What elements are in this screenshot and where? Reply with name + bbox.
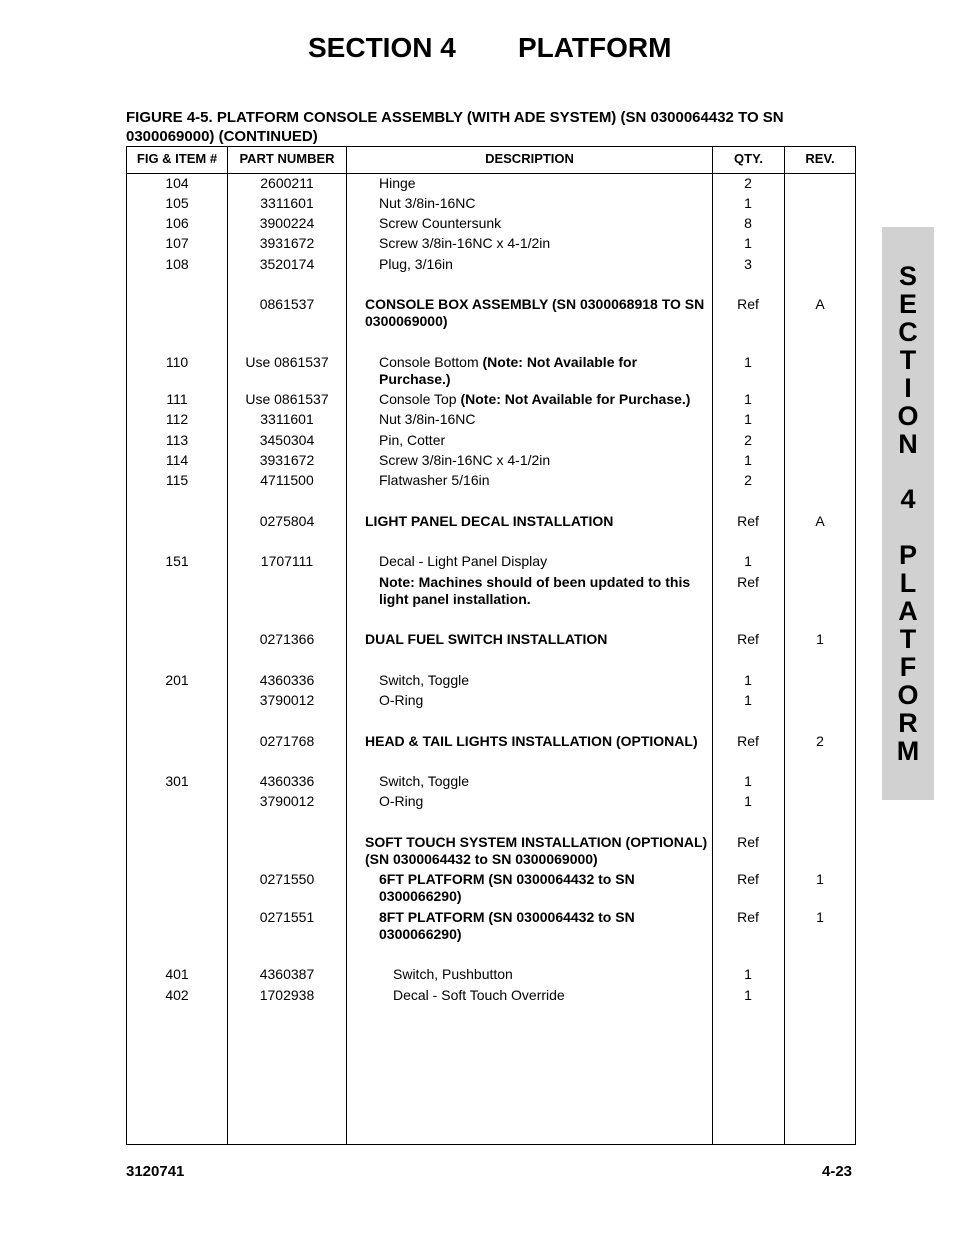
description (379, 256, 709, 273)
quantity: 1 (744, 411, 752, 427)
item-number: 115 (165, 472, 189, 488)
column-divider (346, 147, 347, 1144)
quantity: 1 (744, 987, 752, 1003)
item-number: 104 (165, 175, 189, 191)
quantity: Ref (737, 909, 759, 925)
description (379, 411, 709, 428)
description (379, 692, 709, 709)
side-tab-letter: O (897, 680, 919, 710)
description-bold-text: Note: Machines should of been updated to this light panel installation. (379, 574, 691, 607)
part-number: 4711500 (260, 472, 314, 488)
quantity: 1 (744, 553, 752, 569)
side-tab-letter: 4 (900, 484, 916, 514)
description (379, 909, 709, 943)
description-text: Switch, Toggle (379, 773, 470, 789)
part-number: Use 0861537 (245, 354, 329, 370)
header-divider (127, 173, 855, 174)
part-number: 1707111 (260, 553, 314, 569)
description (365, 834, 710, 868)
description-text: Decal - Soft Touch Override (393, 987, 565, 1003)
description-bold-text: HEAD & TAIL LIGHTS INSTALLATION (OPTIONAL) (365, 733, 698, 749)
description-bold-text: 8FT PLATFORM (SN 0300064432 to SN 0300066290) (379, 909, 635, 942)
part-number: 3790012 (259, 793, 315, 809)
revision: 1 (816, 871, 824, 887)
revision: A (815, 296, 825, 312)
quantity: 1 (744, 793, 752, 809)
description (379, 793, 709, 810)
item-number: 113 (165, 432, 189, 448)
quantity: 2 (744, 432, 752, 448)
section-side-tab (882, 227, 934, 800)
side-tab-letter: E (898, 289, 917, 319)
quantity: 1 (744, 235, 752, 251)
part-number: 1702938 (259, 987, 315, 1003)
header-description: DESCRIPTION (485, 151, 574, 166)
item-number: 105 (165, 195, 189, 211)
description-text: Screw 3/8in-16NC x 4-1/2in (379, 235, 551, 251)
description-bold-text: (Note: Not Available for Purchase.) (379, 354, 638, 387)
description (379, 773, 709, 790)
description-text: Nut 3/8in-16NC (379, 411, 476, 427)
quantity: 1 (744, 354, 752, 370)
part-number: 3931672 (259, 452, 315, 468)
description (379, 391, 709, 408)
description-bold-text: DUAL FUEL SWITCH INSTALLATION (365, 631, 608, 647)
description (365, 733, 710, 750)
side-tab-letter: P (898, 540, 917, 570)
item-number: 114 (165, 452, 189, 468)
description-bold-text: SOFT TOUCH SYSTEM INSTALLATION (OPTIONAL) (SN 0300064432 to SN 0300069000) (365, 834, 708, 867)
side-tab-letter: L (899, 568, 917, 598)
item-number: 151 (165, 553, 189, 569)
section-number: SECTION 4 (308, 32, 456, 63)
description (379, 871, 709, 905)
item-number: 106 (165, 215, 189, 231)
document-number: 3120741 (126, 1163, 185, 1180)
description (379, 195, 709, 212)
part-number: 3520174 (259, 256, 315, 272)
part-number: 4360387 (259, 966, 315, 982)
description-text: Switch, Pushbutton (393, 966, 513, 982)
description-text: Screw 3/8in-16NC x 4-1/2in (379, 452, 551, 468)
part-number: 3311601 (260, 195, 314, 211)
figure-title-line-1: FIGURE 4-5. PLATFORM CONSOLE ASSEMBLY (WITH ADE SYSTEM) (SN 0300064432 TO SN (126, 109, 784, 126)
part-number: 0271550 (259, 871, 315, 887)
quantity: 3 (744, 256, 752, 272)
description (379, 574, 709, 608)
side-tab-letter: T (899, 624, 917, 654)
side-tab-letter: I (904, 373, 912, 403)
description-text: O-Ring (379, 793, 424, 809)
part-number: 3450304 (259, 432, 315, 448)
item-number: 112 (165, 411, 189, 427)
quantity: 2 (744, 472, 752, 488)
description-text: Flatwasher 5/16in (379, 472, 490, 488)
item-number: 110 (165, 354, 189, 370)
quantity: 1 (744, 195, 752, 211)
description (365, 631, 710, 648)
part-number: 3311601 (260, 411, 314, 427)
description-text: Pin, Cotter (379, 432, 446, 448)
side-tab-letter: R (898, 708, 918, 738)
description-bold-text: CONSOLE BOX ASSEMBLY (SN 0300068918 TO SN 0300069000) (365, 296, 705, 329)
figure-title (126, 108, 856, 146)
part-number: Use 0861537 (245, 391, 329, 407)
quantity: Ref (737, 631, 759, 647)
description-text: Console Bottom (379, 354, 483, 370)
quantity: 1 (744, 452, 752, 468)
description-text: Plug, 3/16in (379, 256, 453, 272)
part-number: 0861537 (259, 296, 315, 312)
item-number: 111 (166, 391, 188, 407)
quantity: Ref (737, 296, 759, 312)
item-number: 301 (165, 773, 189, 789)
quantity: 8 (744, 215, 752, 231)
description (365, 296, 710, 330)
quantity: 2 (744, 175, 752, 191)
item-number: 401 (165, 966, 189, 982)
side-tab-letter: M (896, 736, 920, 766)
section-title (0, 32, 954, 72)
page-number: 4-23 (822, 1163, 853, 1180)
section-name: PLATFORM (518, 32, 672, 63)
part-number: 0275804 (259, 513, 315, 529)
quantity: 1 (744, 692, 752, 708)
part-number: 0271366 (259, 631, 315, 647)
part-number: 4360336 (259, 773, 315, 789)
description-text: Console Top (379, 391, 461, 407)
quantity: 1 (744, 966, 752, 982)
description (365, 513, 710, 530)
side-tab-letter: O (897, 401, 919, 431)
part-number: 3900224 (259, 215, 315, 231)
side-tab-letter: C (898, 317, 918, 347)
side-tab-letter: T (899, 345, 917, 375)
side-tab-letter: A (898, 596, 918, 626)
quantity: Ref (737, 574, 759, 590)
revision: 1 (816, 631, 824, 647)
part-number: 3931672 (259, 235, 315, 251)
part-number: 3790012 (259, 692, 315, 708)
description-text: Nut 3/8in-16NC (379, 195, 476, 211)
side-tab-letter: N (898, 429, 918, 459)
quantity: 1 (744, 773, 752, 789)
header-rev: REV. (805, 151, 835, 166)
parts-table (126, 146, 856, 1145)
revision: 2 (816, 733, 824, 749)
description (379, 553, 709, 570)
quantity: Ref (737, 871, 759, 887)
item-number: 201 (165, 672, 189, 688)
description (379, 354, 709, 388)
description (379, 472, 709, 489)
side-tab-letter: S (898, 261, 917, 291)
description (379, 235, 709, 252)
quantity: Ref (737, 513, 759, 529)
quantity: 1 (744, 391, 752, 407)
item-number: 108 (165, 256, 189, 272)
revision: 1 (816, 909, 824, 925)
description (393, 987, 709, 1004)
side-tab-letter: F (899, 652, 917, 682)
description-text: Switch, Toggle (379, 672, 470, 688)
header-part-number: PART NUMBER (239, 151, 335, 166)
description-text: Screw Countersunk (379, 215, 502, 231)
description-bold-text: (Note: Not Available for Purchase.) (460, 391, 691, 407)
figure-title-line-2: 0300069000) (CONTINUED) (126, 128, 318, 145)
quantity: 1 (744, 672, 752, 688)
header-qty: QTY. (734, 151, 763, 166)
item-number: 107 (165, 235, 189, 251)
description (379, 215, 709, 232)
header-item: FIG & ITEM # (136, 151, 218, 166)
part-number: 2600211 (260, 175, 314, 191)
description (379, 452, 709, 469)
part-number: 4360336 (259, 672, 315, 688)
item-number: 402 (165, 987, 189, 1003)
quantity: Ref (737, 834, 759, 850)
description-bold-text: LIGHT PANEL DECAL INSTALLATION (365, 513, 614, 529)
part-number: 0271768 (259, 733, 315, 749)
description-text: Decal - Light Panel Display (379, 553, 548, 569)
revision: A (815, 513, 825, 529)
description (393, 966, 709, 983)
part-number: 0271551 (259, 909, 315, 925)
description-text: Hinge (379, 175, 416, 191)
description (379, 175, 709, 192)
description (379, 672, 709, 689)
quantity: Ref (737, 733, 759, 749)
description (379, 432, 709, 449)
description-bold-text: 6FT PLATFORM (SN 0300064432 to SN 0300066290) (379, 871, 635, 904)
description-text: O-Ring (379, 692, 424, 708)
